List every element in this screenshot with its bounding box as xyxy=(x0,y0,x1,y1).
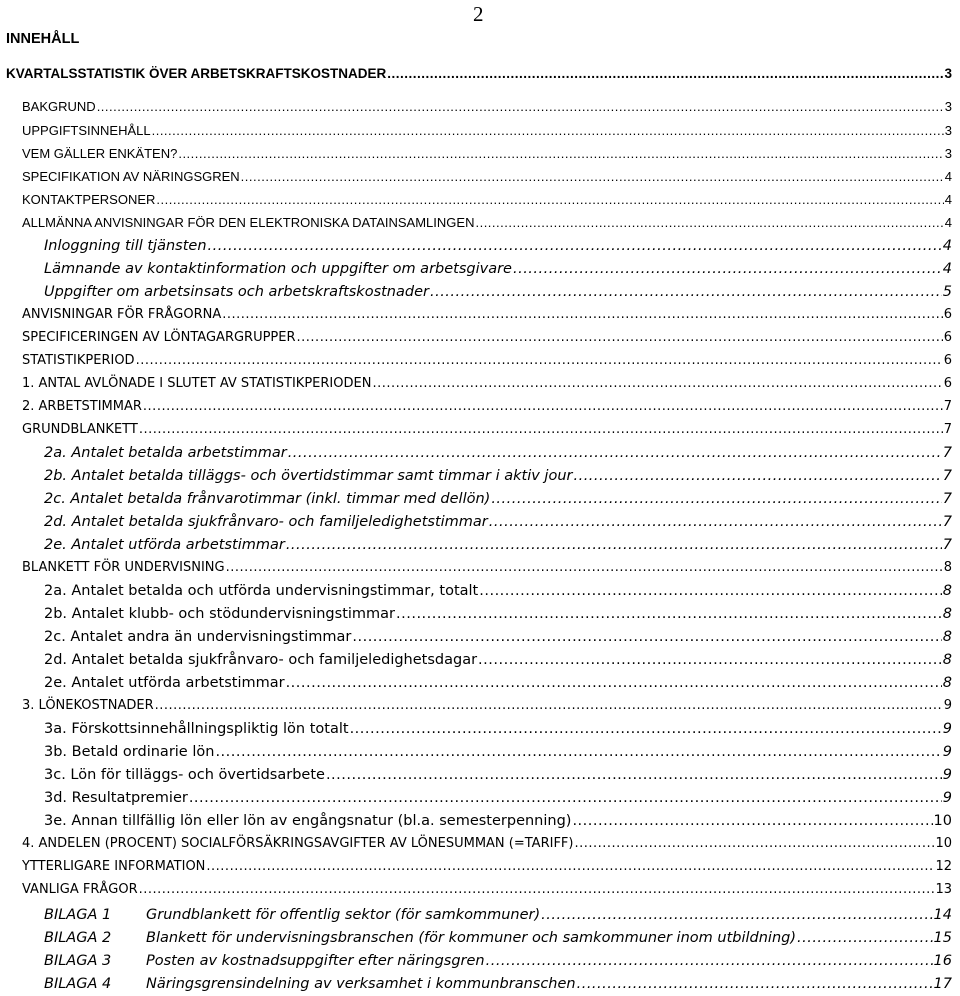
toc-entry[interactable] xyxy=(44,604,952,624)
toc-entry[interactable] xyxy=(44,765,952,785)
toc-entry-page: 6 xyxy=(943,376,952,391)
toc-entry[interactable] xyxy=(44,650,952,670)
toc-entry[interactable] xyxy=(22,121,952,141)
toc-entry-page: 9 xyxy=(942,744,952,760)
toc-entry-label: Grundblankett för offentlig sektor (för samkommuner) xyxy=(146,907,541,923)
toc-entry-label: 2b. Antalet klubb- och stödundervisningstimmar xyxy=(44,606,396,622)
toc-entry[interactable] xyxy=(6,64,952,84)
toc-entry-label: Posten av kostnadsuppgifter efter näringsgren xyxy=(146,953,485,969)
toc-entry-label: 2c. Antalet andra än undervisningstimmar xyxy=(44,629,352,645)
toc-entry-label: YTTERLIGARE INFORMATION xyxy=(22,859,206,874)
toc-entry-page: 7 xyxy=(942,537,952,553)
toc-entry-label: 2e. Antalet utförda arbetstimmar xyxy=(44,537,285,553)
toc-entry-page: 16 xyxy=(933,953,952,969)
toc-entry-label: 2c. Antalet betalda frånvarotimmar (inkl. timmar med dellön) xyxy=(44,491,491,507)
toc-entry-label: 3c. Lön för tilläggs- och övertidsarbete xyxy=(44,767,325,783)
toc-entry-page: 7 xyxy=(942,445,952,461)
toc-entry[interactable] xyxy=(22,374,952,394)
toc-entry[interactable] xyxy=(44,581,952,601)
appendix-key: BILAGA 4 xyxy=(44,976,112,992)
toc-entry[interactable] xyxy=(44,535,952,555)
toc-entry-page: 7 xyxy=(942,514,952,530)
toc-entry-page: 9 xyxy=(942,790,952,806)
toc-entry[interactable] xyxy=(22,397,952,417)
toc-entry-page: 3 xyxy=(944,99,952,114)
toc-entry-page: 9 xyxy=(942,767,952,783)
toc-entry[interactable] xyxy=(22,97,952,117)
toc-entry-page: 4 xyxy=(942,238,952,254)
toc-entry[interactable] xyxy=(22,328,952,348)
toc-entry[interactable] xyxy=(22,558,952,578)
toc-entry[interactable] xyxy=(44,811,952,831)
toc-entry-page: 9 xyxy=(942,721,952,737)
toc-entry[interactable] xyxy=(44,627,952,647)
toc-entry[interactable] xyxy=(44,673,952,693)
toc-entry-page: 7 xyxy=(942,491,952,507)
toc-entry-page: 7 xyxy=(942,468,952,484)
toc-entry-label: BAKGRUND xyxy=(22,99,96,114)
toc-entry-page: 8 xyxy=(942,675,952,691)
toc-entry-label: 2d. Antalet betalda sjukfrånvaro- och familjeledighetstimmar xyxy=(44,514,488,530)
toc-entry-label: 3b. Betald ordinarie lön xyxy=(44,744,215,760)
toc-entry-label: 4. ANDELEN (PROCENT) SOCIALFÖRSÄKRINGSAVGIFTER AV LÖNESUMMAN (=TARIFF) xyxy=(22,836,574,851)
toc-entry-page: 8 xyxy=(942,629,952,645)
toc-entry-label: 2a. Antalet betalda och utförda undervisningstimmar, totalt xyxy=(44,583,479,599)
toc-entry-page: 8 xyxy=(942,652,952,668)
toc-entry-label: SPECIFICERINGEN AV LÖNTAGARGRUPPER xyxy=(22,330,296,345)
toc-entry-page: 3 xyxy=(944,146,952,161)
toc-entry-label: BLANKETT FÖR UNDERVISNING xyxy=(22,560,225,575)
toc-entry[interactable] xyxy=(22,420,952,440)
toc-entry-page: 6 xyxy=(943,353,952,368)
toc-entry[interactable] xyxy=(22,857,952,877)
toc-entry-page: 14 xyxy=(933,907,952,923)
toc-entry-label: VEM GÄLLER ENKÄTEN? xyxy=(22,146,178,161)
toc-entry-page: 6 xyxy=(943,307,952,322)
toc-entry[interactable] xyxy=(22,190,952,210)
toc-entry-label: 3d. Resultatpremier xyxy=(44,790,188,806)
page-number: 2 xyxy=(473,2,484,26)
toc-entry-label: SPECIFIKATION AV NÄRINGSGREN xyxy=(22,169,240,184)
toc-entry-label: 3a. Förskottsinnehållningspliktig lön totalt xyxy=(44,721,349,737)
toc-entry-label: ANVISNINGAR FÖR FRÅGORNA xyxy=(22,307,222,322)
toc-entry-label: 2a. Antalet betalda arbetstimmar xyxy=(44,445,287,461)
toc-entry-label: Blankett för undervisningsbranschen (för kommuner och samkommuner inom utbildning) xyxy=(146,930,796,946)
toc-entry[interactable] xyxy=(44,259,952,279)
toc-entry-appendix[interactable] xyxy=(44,928,952,948)
toc-entry[interactable] xyxy=(44,489,952,509)
toc-entry-label: GRUNDBLANKETT xyxy=(22,422,138,437)
toc-entry-page: 8 xyxy=(943,560,952,575)
toc-entry-page: 10 xyxy=(933,813,952,829)
appendix-key: BILAGA 2 xyxy=(44,930,112,946)
toc-entry-label: 2. ARBETSTIMMAR xyxy=(22,399,142,414)
toc-entry-page: 6 xyxy=(943,330,952,345)
toc-entry-label: 3e. Annan tillfällig lön eller lön av engångsnatur (bl.a. semesterpenning) xyxy=(44,813,572,829)
toc-entry-label: UPPGIFTSINNEHÅLL xyxy=(22,123,151,138)
toc-entry-label: VANLIGA FRÅGOR xyxy=(22,882,138,897)
toc-entry-page: 15 xyxy=(933,930,952,946)
toc-title: INNEHÅLL xyxy=(6,31,80,47)
toc-entry-page: 4 xyxy=(944,169,952,184)
toc-entry-label: ALLMÄNNA ANVISNINGAR FÖR DEN ELEKTRONISKA DATAINSAMLINGEN xyxy=(22,215,475,230)
toc-entry[interactable] xyxy=(44,742,952,762)
toc-entry-page: 17 xyxy=(933,976,952,992)
toc-entry[interactable] xyxy=(22,696,952,716)
toc-entry-appendix[interactable] xyxy=(44,905,952,925)
appendix-key: BILAGA 1 xyxy=(44,907,112,923)
toc-entry[interactable] xyxy=(44,788,952,808)
toc-entry[interactable] xyxy=(22,351,952,371)
toc-entry-page: 4 xyxy=(944,192,952,207)
toc-entry-page: 12 xyxy=(935,859,952,874)
toc-entry-label: KONTAKTPERSONER xyxy=(22,192,156,207)
toc-entry[interactable] xyxy=(22,144,952,164)
toc-entry-page: 10 xyxy=(935,836,952,851)
toc-entry-label: 2b. Antalet betalda tilläggs- och övertidstimmar samt timmar i aktiv jour xyxy=(44,468,573,484)
toc-entry-label: Uppgifter om arbetsinsats och arbetskraftskostnader xyxy=(44,284,429,300)
appendix-key: BILAGA 3 xyxy=(44,953,112,969)
toc-entry-page: 5 xyxy=(942,284,952,300)
toc-entry-page: 4 xyxy=(944,215,952,230)
toc-entry-page: 4 xyxy=(942,261,952,277)
toc-entry[interactable] xyxy=(22,305,952,325)
toc-entry[interactable] xyxy=(44,466,952,486)
toc-entry-label: Inloggning till tjänsten xyxy=(44,238,207,254)
toc-entry[interactable] xyxy=(44,282,952,302)
toc-entry-page: 8 xyxy=(942,583,952,599)
toc-entry-appendix[interactable] xyxy=(44,951,952,971)
toc-entry-page: 7 xyxy=(943,422,952,437)
toc-entry-page: 8 xyxy=(942,606,952,622)
toc-entry-appendix[interactable] xyxy=(44,974,952,994)
toc-entry-label: 1. ANTAL AVLÖNADE I SLUTET AV STATISTIKPERIODEN xyxy=(22,376,372,391)
toc-entry-label: Näringsgrensindelning av verksamhet i kommunbranschen xyxy=(146,976,576,992)
toc-entry[interactable] xyxy=(44,512,952,532)
toc-entry[interactable] xyxy=(22,167,952,187)
toc-entry-page: 3 xyxy=(944,123,952,138)
toc-entry-page: 9 xyxy=(943,698,952,713)
toc-entry-label: 3. LÖNEKOSTNADER xyxy=(22,698,154,713)
toc-entry[interactable] xyxy=(22,213,952,233)
toc-entry-page: 13 xyxy=(935,882,952,897)
toc-entry-label: Lämnande av kontaktinformation och uppgifter om arbetsgivare xyxy=(44,261,512,277)
toc-entry[interactable] xyxy=(44,719,952,739)
toc-entry-label: 2d. Antalet betalda sjukfrånvaro- och familjeledighetsdagar xyxy=(44,652,478,668)
toc-entry-label: KVARTALSSTATISTIK ÖVER ARBETSKRAFTSKOSTNADER xyxy=(6,66,387,81)
toc-entry[interactable] xyxy=(44,443,952,463)
toc-entry[interactable] xyxy=(22,880,952,900)
toc-entry-label: STATISTIKPERIOD xyxy=(22,353,135,368)
toc-entry[interactable] xyxy=(22,834,952,854)
toc-entry-label: 2e. Antalet utförda arbetstimmar xyxy=(44,675,285,691)
toc-entry-page: 7 xyxy=(943,399,952,414)
toc-entry[interactable] xyxy=(44,236,952,256)
toc-entry-page: 3 xyxy=(944,66,952,81)
